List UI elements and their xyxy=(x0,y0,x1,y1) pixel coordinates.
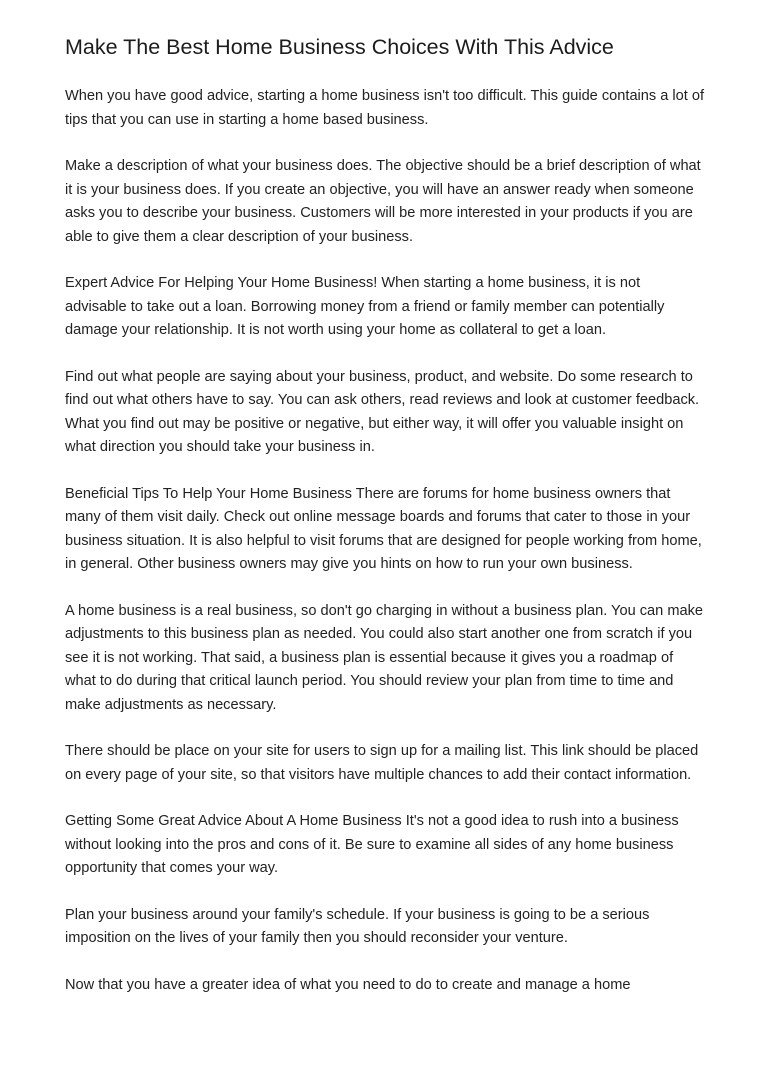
paragraph-pros-cons: Getting Some Great Advice About A Home Business It's not a good idea to rush into a business without looking into the pros and cons of it. Be sure to examine all sides of any home business opportunity that comes your way. xyxy=(65,813,679,876)
page-title: Make The Best Home Business Choices With This Advice xyxy=(65,35,614,59)
paragraph-business-plan: A home business is a real business, so don't go charging in without a business plan. You can make adjustments to this business plan as needed. You could also start another one from scratch if you see it is not working. That said, a business plan is essential because it gives you a roadmap of what to do during that critical launch period. You should review your plan from time to time and make adjustments as necessary. xyxy=(65,602,704,713)
paragraph-forums: Beneficial Tips To Help Your Home Business There are forums for home business owners that many of them visit daily. Check out online message boards and forums that cater to those in your business situation. It is also helpful to visit forums that are designed for people working from home, in general. Other business owners may give you hints on how to run your own business. xyxy=(65,485,702,572)
paragraph-conclusion: Now that you have a greater idea of what you need to do to create and manage a home xyxy=(65,976,631,993)
paragraph-business-description: Make a description of what your business does. The objective should be a brief description of what it is your business does. If you create an objective, you will have an answer ready when someone asks you to describe your business. Customers will be more interested in your products if you are able to give them a clear description of your business. xyxy=(65,158,701,245)
paragraph-mailing-list: There should be place on your site for users to sign up for a mailing list. This link should be placed on every page of your site, so that visitors have multiple chances to add their contact information. xyxy=(65,743,699,783)
paragraph-family-schedule: Plan your business around your family's schedule. If your business is going to be a serious imposition on the lives of your family then you should reconsider your venture. xyxy=(65,906,650,946)
paragraph-research-feedback: Find out what people are saying about your business, product, and website. Do some research to find out what others have to say. You can ask others, read reviews and look at customer feedback. What you find out may be positive or negative, but either way, it will offer you valuable insight on what direction you should take your business in. xyxy=(65,368,700,455)
paragraph-intro: When you have good advice, starting a home business isn't too difficult. This guide contains a lot of tips that you can use in starting a home based business. xyxy=(65,88,705,128)
paragraph-loan-advice: Expert Advice For Helping Your Home Business! When starting a home business, it is not advisable to take out a loan. Borrowing money from a friend or family member can potentially damage your relationship. It is not worth using your home as collateral to get a loan. xyxy=(65,275,665,338)
